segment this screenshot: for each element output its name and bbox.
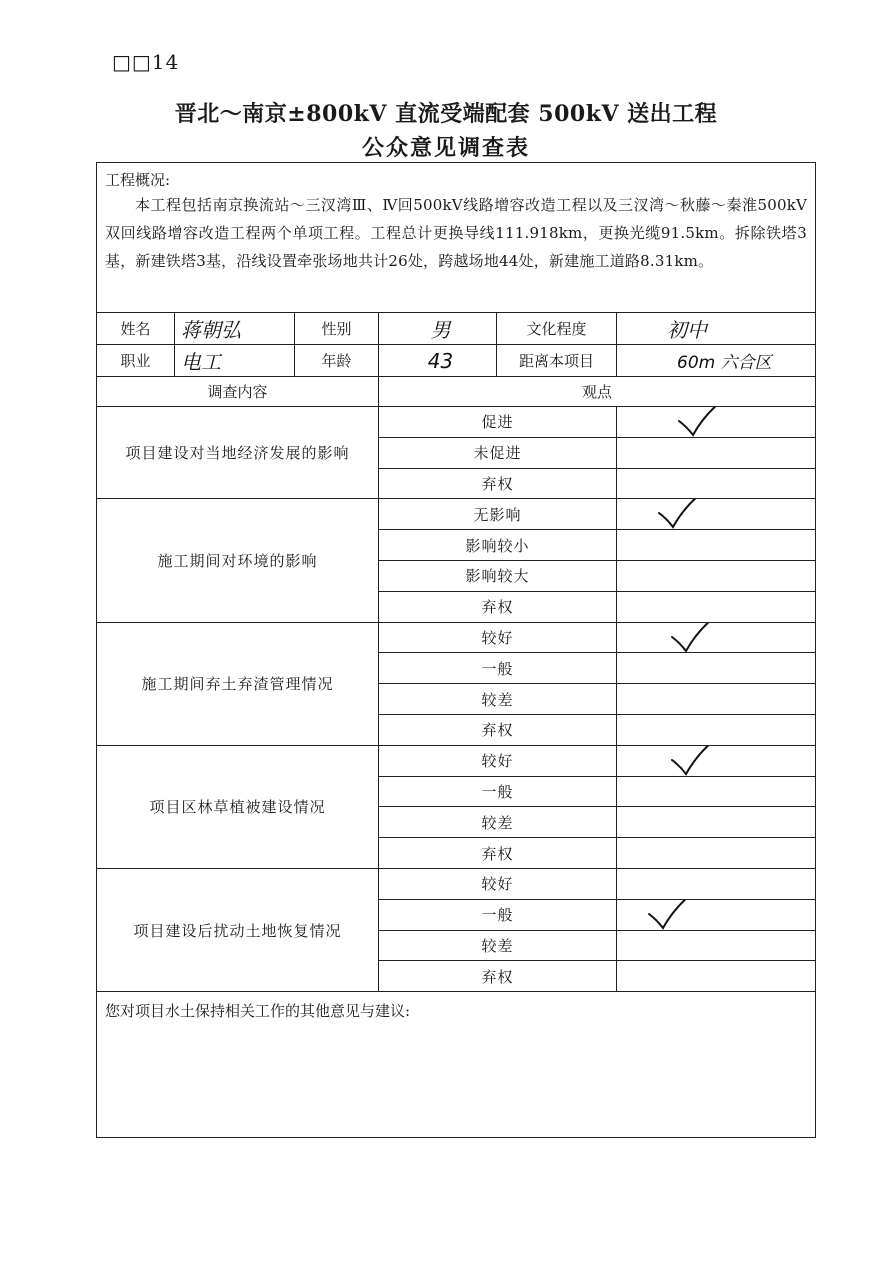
option-label: 弃权: [379, 468, 617, 499]
question-option-row: [97, 622, 816, 653]
name-label: 姓名: [97, 313, 175, 345]
overview-text: 本工程包括南京换流站～三汊湾Ⅲ、Ⅳ回500kV线路增容改造工程以及三汊湾～秋藤～秦淮500kV双回线路增容改造工程两个单项工程。工程总计更换导线111.918km，更换光缆91.5km。拆除铁塔3基，新建铁塔3基，沿线设置牵张场地共计26处，跨越场地44处，新建施工道路8.31km。: [105, 196, 808, 270]
option-label: 弃权: [379, 961, 617, 992]
question-option-row: [97, 407, 816, 438]
option-label: 无影响: [379, 499, 617, 530]
option-label: 弃权: [379, 714, 617, 745]
question-topic: 项目区林草植被建设情况: [97, 745, 379, 868]
question-option-row: [97, 868, 816, 899]
project-overview: [97, 163, 816, 313]
option-label: 影响较小: [379, 530, 617, 561]
option-checkbox[interactable]: [617, 591, 816, 622]
option-checkbox[interactable]: [617, 930, 816, 961]
option-label: 较好: [379, 868, 617, 899]
comment-label: 您对项目水土保持相关工作的其他意见与建议:: [105, 1002, 411, 1021]
question-option-row: [97, 745, 816, 776]
option-checkbox[interactable]: [617, 807, 816, 838]
option-label: 较差: [379, 807, 617, 838]
option-checkbox[interactable]: [617, 961, 816, 992]
form-title: 晋北～南京±800kV 直流受端配套 500kV 送出工程: [174, 101, 718, 127]
option-checkbox[interactable]: [617, 776, 816, 807]
age-value[interactable]: 43: [379, 345, 497, 377]
checkmark-icon: [617, 499, 737, 530]
option-label: 促进: [379, 407, 617, 438]
survey-content-header: 调查内容: [97, 377, 379, 407]
option-checkbox[interactable]: [617, 468, 816, 499]
gender-label: 性别: [295, 313, 379, 345]
education-value[interactable]: 初中: [617, 313, 816, 345]
question-topic: 项目建设后扰动土地恢复情况: [97, 868, 379, 991]
overview-heading: 工程概况:: [105, 171, 171, 189]
option-label: 较差: [379, 684, 617, 715]
option-label: 较好: [379, 622, 617, 653]
option-checkbox[interactable]: [617, 437, 816, 468]
form-subtitle: 公众意见调查表: [361, 135, 530, 161]
option-label: 影响较大: [379, 560, 617, 591]
question-topic: 施工期间对环境的影响: [97, 499, 379, 622]
option-checkbox[interactable]: [617, 745, 816, 776]
checkmark-icon: [617, 622, 737, 653]
option-checkbox[interactable]: [617, 530, 816, 561]
option-label: 弃权: [379, 591, 617, 622]
option-checkbox[interactable]: [617, 499, 816, 530]
comment-area[interactable]: [97, 992, 816, 1138]
question-option-row: [97, 499, 816, 530]
question-topic: 项目建设对当地经济发展的影响: [97, 407, 379, 499]
option-label: 一般: [379, 653, 617, 684]
option-checkbox[interactable]: [617, 653, 816, 684]
question-topic: 施工期间弃土弃渣管理情况: [97, 622, 379, 745]
option-checkbox[interactable]: [617, 407, 816, 438]
option-checkbox[interactable]: [617, 684, 816, 715]
opinion-header: 观点: [379, 377, 816, 407]
option-label: 未促进: [379, 437, 617, 468]
checkmark-icon: [617, 745, 737, 776]
option-checkbox[interactable]: [617, 560, 816, 591]
option-checkbox[interactable]: [617, 622, 816, 653]
option-label: 较差: [379, 930, 617, 961]
occupation-label: 职业: [97, 345, 175, 377]
survey-form: [96, 162, 815, 1140]
checkmark-icon: [617, 407, 737, 438]
survey-questions: [97, 407, 816, 992]
occupation-value[interactable]: 电工: [175, 345, 295, 377]
survey-table: [96, 162, 816, 1138]
option-label: 较好: [379, 745, 617, 776]
option-label: 一般: [379, 776, 617, 807]
option-checkbox[interactable]: [617, 714, 816, 745]
option-label: 一般: [379, 899, 617, 930]
option-checkbox[interactable]: [617, 899, 816, 930]
age-label: 年龄: [295, 345, 379, 377]
education-label: 文化程度: [497, 313, 617, 345]
name-value[interactable]: 蒋朝弘: [175, 313, 295, 345]
distance-value[interactable]: 60m 六合区: [617, 345, 816, 377]
option-label: 弃权: [379, 838, 617, 869]
gender-value[interactable]: 男: [379, 313, 497, 345]
attachment-label: □□14: [112, 50, 180, 74]
option-checkbox[interactable]: [617, 868, 816, 899]
distance-label: 距离本项目: [497, 345, 617, 377]
checkmark-icon: [617, 899, 737, 930]
option-checkbox[interactable]: [617, 838, 816, 869]
